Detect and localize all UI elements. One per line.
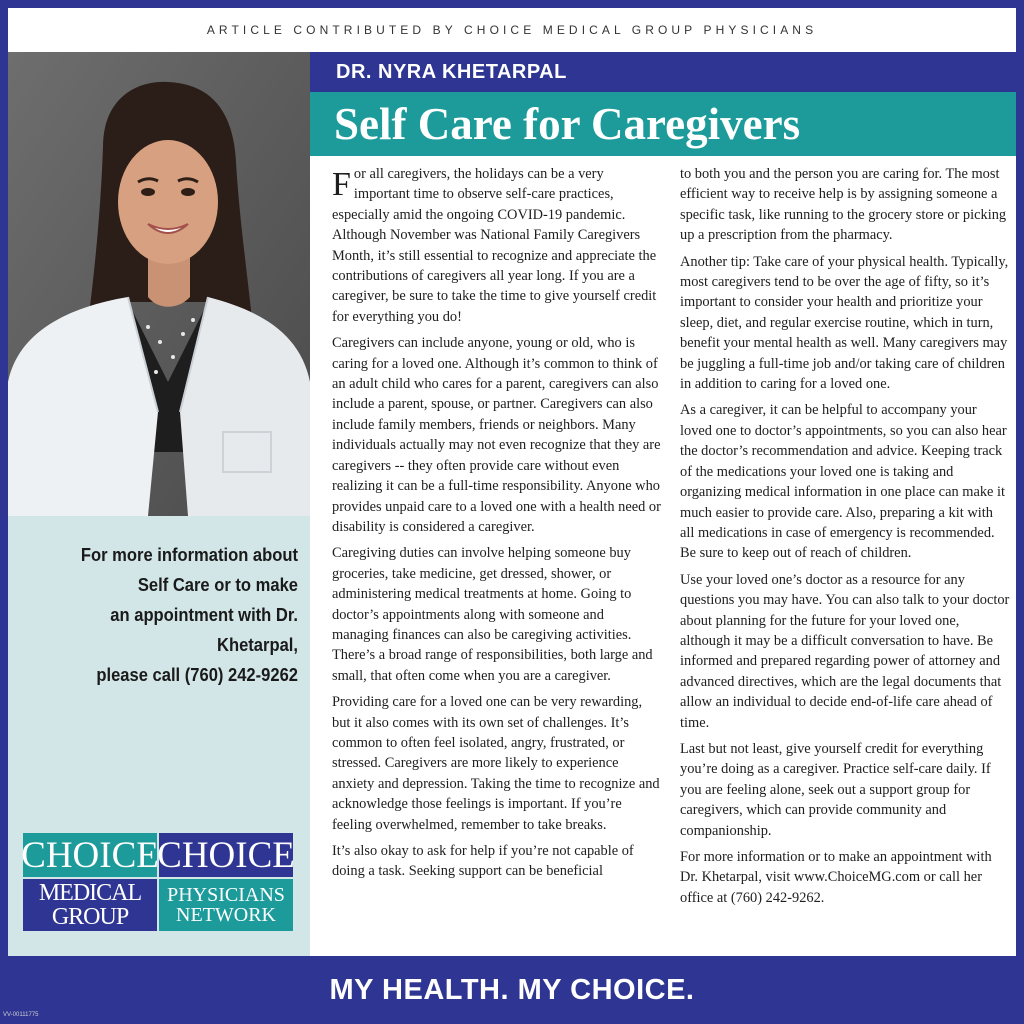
info-line: Self Care or to make [137,575,298,595]
logo-physicians: PHYSICIANS [167,884,285,906]
article-column-1 [332,164,662,888]
info-line: For more information about [80,545,299,565]
doctor-portrait [8,52,310,516]
article-column-2 [680,164,1010,914]
paragraph: Caregivers can include anyone, young or old, who is caring for a loved one. Although it’s common to think of an adult child who cares for a parent, caregivers can also include a parent, spouse, or partner. Caregivers can also include family members, friends or neighbors. Many individuals actually may not even recognize that they are caregivers -- they often provide care without even realizing it can be a full-time responsibility. Anyone who provides unpaid care to a loved one with a health need or disability is considered a caregiver. [332,335,661,535]
paragraph: Another tip: Take care of your physical health. Typically, most caregivers tend to be over the age of fifty, so it’s important to consider your health and prioritize your sleep, diet, and regular exercise routine, which in turn, benefit your mental health as well. Many caregivers may be juggling a full-time job and/or taking care of children in addition to caring for a loved one. [680,253,1009,393]
author-name: DR. NYRA KHETARPAL [336,60,567,83]
slogan-bar [0,956,1024,1024]
ad-code: VV-00111775 [3,1012,39,1018]
paragraph [332,164,662,327]
paragraph: Use your loved one’s doctor as a resource for any questions you may have. You can also talk to your doctor about planning for the future for your loved one, although it may be a difficult conversation to have. Be informed and prepared regarding power of attorney and advanced directives, which are the legal documents that allow an individual to decide end-of-life care ahead of time. [680,571,1010,731]
paragraph: For more information or to make an appointment with Dr. Khetarpal, visit www.ChoiceMG.com or call her office at (760) 242-9262. [680,849,992,906]
drop-cap: F [332,166,351,203]
article-body [310,156,1016,956]
logo-physicians-network [159,879,293,931]
paragraph: It’s also okay to ask for help if you’re not capable of doing a task. Seeking support can be beneficial [332,843,634,880]
slogan-text: MY HEALTH. MY CHOICE. [329,973,695,1006]
logo-medical-group: MEDICAL GROUP [23,879,157,931]
choice-logo [23,833,293,931]
paragraph: Providing care for a loved one can be very rewarding, but it also comes with its own set of challenges. It’s common to often feel isolated, angry, frustrated, or stressed. Caregivers are more likely to experience anxiety and depression. Taking the time to recognize and acknowledge those feelings is important. If you’re feeling overwhelmed, remember to take breaks. [332,694,660,833]
paragraph: Caregiving duties can involve helping someone buy groceries, take medicine, get dressed, shower, or administering medical treatments at home. Going to doctor’s appointments along with someone and managing finances can also be caregiving activities. There’s a broad range of responsibilities, both large and small, that often come when you are a caregiver. [332,545,653,684]
paragraph: As a caregiver, it can be helpful to accompany your loved one to doctor’s appointments, so you can also hear the doctor’s recommendation and advice. Keeping track of the medications your loved one is taking and organizing medical information in one place can make it much easier to provide care. Also, preparing a kit with all medications in case of emergency is recommended. Be sure to keep out of reach of children. [680,402,1007,562]
article-title: Self Care for Caregivers [334,99,801,149]
contributor-banner [8,8,1016,52]
paragraph-text: or all caregivers, the holidays can be a very important time to observe self-care practices, especially amid the ongoing COVID-19 pandemic. Although November was National Family Caregivers Month, it’s still essential to recognize and appreciate the contributions of caregivers all year long. If you are a caregiver, be sure to take the time to give yourself credit for everything you do! [332,166,657,325]
author-bar [310,52,1016,92]
contributor-text: ARTICLE CONTRIBUTED BY CHOICE MEDICAL GROUP PHYSICIANS [206,23,818,37]
info-line: an appointment with Dr. Khetarpal, [110,605,299,655]
paragraph: Last but not least, give yourself credit for everything you’re doing as a caregiver. Practice self-care daily. If you are feeling alone, seek out a support group for caregivers, which can provide community and companionship. [680,740,991,839]
appointment-info [31,540,298,690]
portrait-illustration [8,52,310,516]
paragraph: to both you and the person you are caring for. The most efficient way to receive help is by assigning someone a specific task, like running to the grocery store or picking up a prescription from the pharmacy. [680,166,1007,244]
logo-network: NETWORK [176,904,276,926]
title-bar [310,92,1016,156]
info-line: please call (760) 242-9262 [96,665,298,685]
logo-choice-right: CHOICE [157,834,295,876]
logo-choice-left: CHOICE [21,834,159,876]
